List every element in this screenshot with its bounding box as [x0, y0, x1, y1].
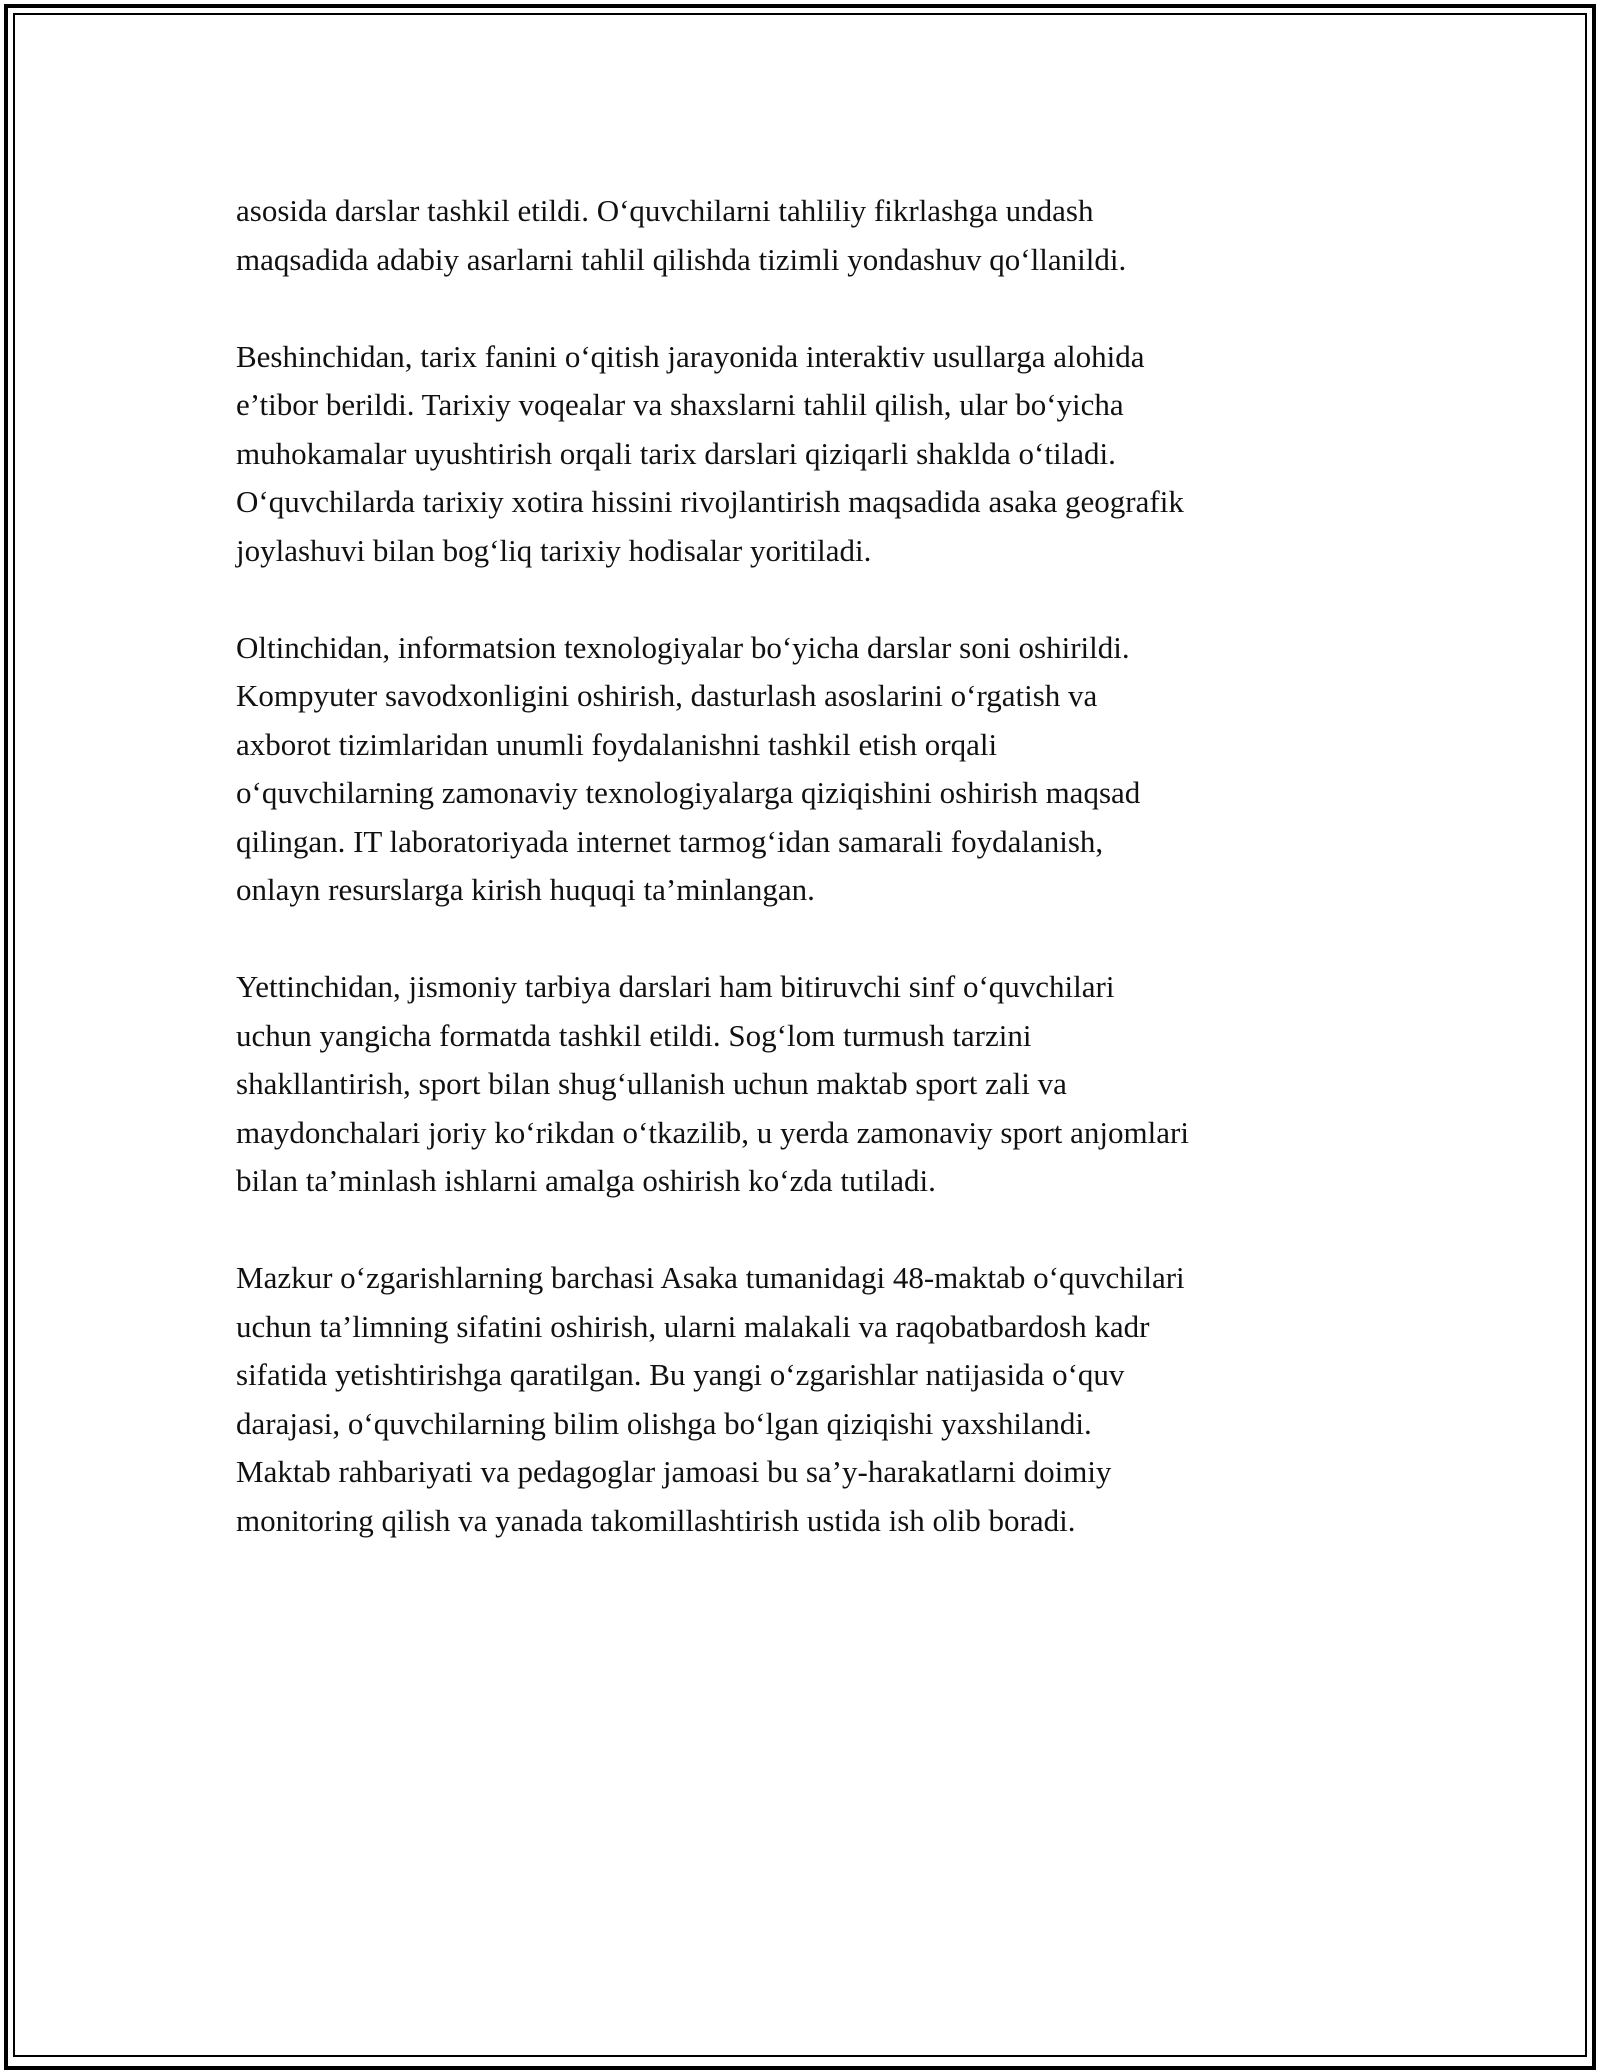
text-line: Yettinchidan, jismoniy tarbiya darslari ham bitiruvchi sinf o‘quvchilari — [236, 969, 1115, 1004]
paragraph — [236, 624, 1386, 915]
text-line: asosida darslar tashkil etildi. O‘quvchilarni tahliliy fikrlashga undash — [236, 193, 1094, 228]
text-line: o‘quvchilarning zamonaviy texnologiyalarga qiziqishini oshirish maqsad — [236, 775, 1141, 810]
document-body — [236, 187, 1386, 1545]
text-line: joylashuvi bilan bog‘liq tarixiy hodisalar yoritiladi. — [236, 532, 872, 568]
text-line: uchun yangicha formatda tashkil etildi. Sog‘lom turmush tarzini — [236, 1017, 1032, 1053]
text-line: Kompyuter savodxonligini oshirish, dasturlash asoslarini o‘rgatish va — [236, 678, 1098, 713]
paragraph — [236, 187, 1386, 284]
text-line: qilingan. IT laboratoriyada internet tarmog‘idan samarali foydalanish, — [236, 823, 1104, 859]
text-line: e’tibor berildi. Tarixiy voqealar va shaxslarni tahlil qilish, ular bo‘yicha — [236, 387, 1124, 422]
text-line: Beshinchidan, tarix fanini o‘qitish jarayonida interaktiv usullarga alohida — [236, 338, 1145, 374]
text-line: darajasi, o‘quvchilarning bilim olishga bo‘lgan qiziqishi yaxshilandi. — [236, 1405, 1092, 1441]
text-line: monitoring qilish va yanada takomillashtirish ustida ish olib boradi. — [236, 1502, 1076, 1538]
paragraph — [236, 1254, 1386, 1545]
text-line: maydonchalari joriy ko‘rikdan o‘tkazilib, u yerda zamonaviy sport anjomlari — [236, 1114, 1189, 1150]
text-line: O‘quvchilarda tarixiy xotira hissini rivojlantirish maqsadida asaka geografik — [236, 484, 1184, 519]
text-line: Maktab rahbariyati va pedagoglar jamoasi bu sa’y-harakatlarni doimiy — [236, 1454, 1112, 1489]
paragraph — [236, 963, 1386, 1206]
text-line: muhokamalar uyushtirish orqali tarix darslari qiziqarli shaklda o‘tiladi. — [236, 435, 1116, 471]
text-line: bilan ta’minlash ishlarni amalga oshirish ko‘zda tutiladi. — [236, 1163, 936, 1198]
text-line: maqsadida adabiy asarlarni tahlil qilishda tizimli yondashuv qo‘llanildi. — [236, 241, 1127, 277]
text-line: shakllantirish, sport bilan shug‘ullanish uchun maktab sport zali va — [236, 1066, 1067, 1101]
paragraph — [236, 333, 1386, 576]
text-line: uchun ta’limning sifatini oshirish, ularni malakali va raqobatbardosh kadr — [236, 1308, 1150, 1344]
text-line: sifatida yetishtirishga qaratilgan. Bu yangi o‘zgarishlar natijasida o‘quv — [236, 1357, 1125, 1392]
text-line: axborot tizimlaridan unumli foydalanishni tashkil etish orqali — [236, 726, 998, 762]
text-line: onlayn resurslarga kirish huquqi ta’minlangan. — [236, 872, 815, 907]
text-line: Oltinchidan, informatsion texnologiyalar bo‘yicha darslar soni oshirildi. — [236, 629, 1130, 665]
text-line: Mazkur o‘zgarishlarning barchasi Asaka tumanidagi 48-maktab o‘quvchilari — [236, 1260, 1185, 1295]
